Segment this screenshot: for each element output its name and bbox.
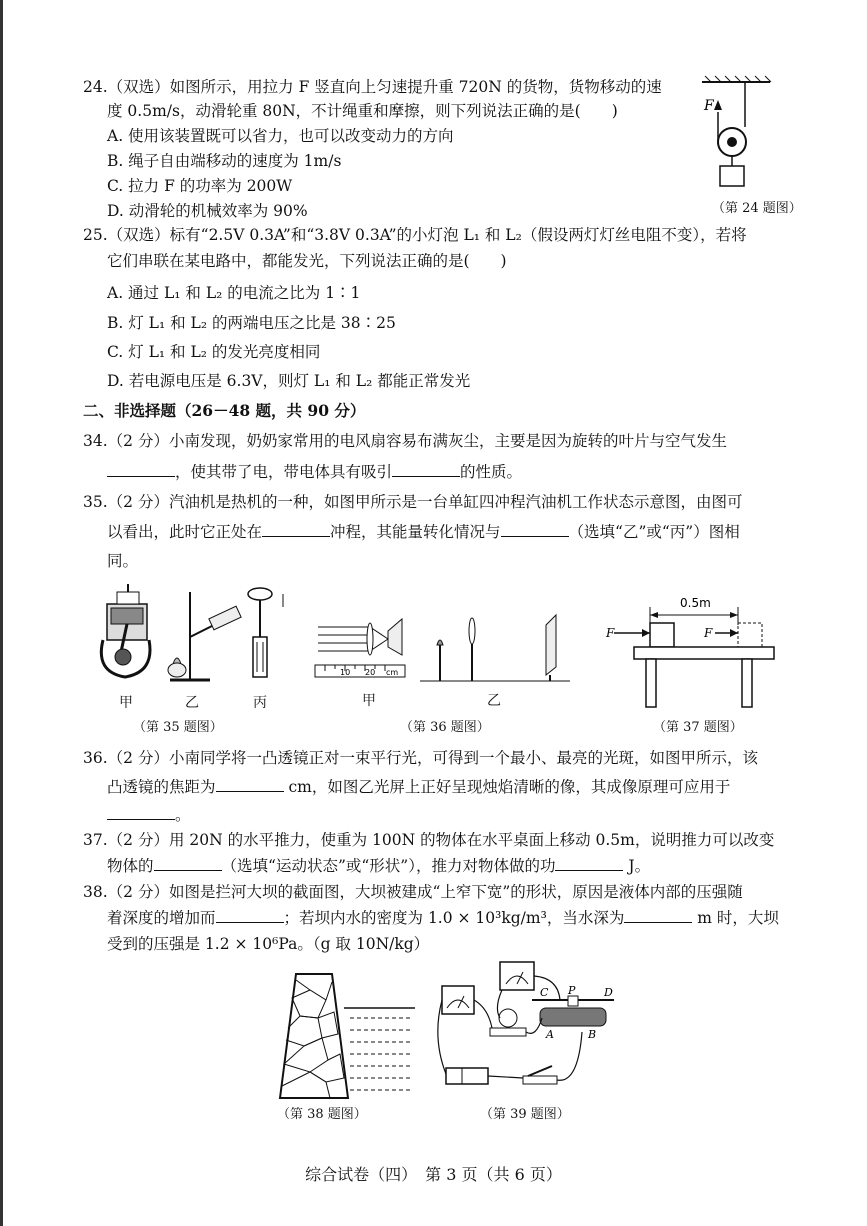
fig35-label-yi: 乙 xyxy=(185,695,199,711)
fig37-caption: （第 37 题图） xyxy=(653,720,743,735)
fig35-label-bing: 丙 xyxy=(253,695,267,711)
ruler-label-cm: cm xyxy=(386,668,399,677)
fig37-force-label-1: F xyxy=(606,626,615,640)
fig35-label-jia: 甲 xyxy=(119,695,133,711)
q34-blank-1[interactable] xyxy=(107,462,175,477)
fig24-caption: （第 24 题图） xyxy=(712,201,802,216)
fig36-label-jia: 甲 xyxy=(362,693,376,709)
q25-option-d: D. 若电源电压是 6.3V，则灯 L₁ 和 L₂ 都能正常发光 xyxy=(107,372,471,390)
ruler-label-10: 10 xyxy=(340,668,351,677)
fig35-engine-figure xyxy=(95,582,295,694)
fig39-label-d: D xyxy=(604,986,613,999)
q35-line1: 35.（2 分）汽油机是热机的一种，如图甲所示是一台单缸四冲程汽油机工作状态示意图，由图可 xyxy=(83,493,743,511)
fig38-dam-figure xyxy=(270,968,420,1103)
q25-line2: 它们串联在某电路中，都能发光，下列说法正确的是( ) xyxy=(107,252,507,270)
fig39-caption: （第 39 题图） xyxy=(480,1107,570,1122)
q25-option-b: B. 灯 L₁ 和 L₂ 的两端电压之比是 38∶25 xyxy=(107,314,396,332)
fig38-caption: （第 38 题图） xyxy=(277,1107,367,1122)
q35-line2: 以看出，此时它正处在 冲程，其能量转化情况与 （选填“乙”或“丙”）图相 xyxy=(107,523,740,541)
ruler-label-20: 20 xyxy=(365,668,376,677)
fig35-caption: （第 35 题图） xyxy=(133,720,223,735)
q36-line1: 36.（2 分）小南同学将一凸透镜正对一束平行光，可得到一个最小、最亮的光斑，如图甲所示，该 xyxy=(83,749,758,767)
q38-line1: 38.（2 分）如图是拦河大坝的截面图，大坝被建成“上窄下宽”的形状，原因是液体内部的压强随 xyxy=(83,883,743,901)
fig39-circuit-figure xyxy=(428,958,623,1103)
fig39-label-c: C xyxy=(540,986,549,999)
q25-option-a: A. 通过 L₁ 和 L₂ 的电流之比为 1∶1 xyxy=(107,284,361,302)
q36-blank-2[interactable] xyxy=(107,805,175,820)
fig39-label-p: P xyxy=(568,984,576,997)
q37-blank-1[interactable] xyxy=(154,856,222,871)
fig39-label-a: A xyxy=(546,1028,554,1041)
section-heading: 二、非选择题（26－48 题，共 90 分） xyxy=(83,401,366,420)
q34-blank-2[interactable] xyxy=(392,462,460,477)
q37-blank-2[interactable] xyxy=(555,856,623,871)
q38-line3: 受到的压强是 1.2 × 10⁶Pa。（g 取 10N/kg） xyxy=(107,935,430,953)
q34-line1: 34.（2 分）小南发现，奶奶家常用的电风扇容易布满灰尘，主要是因为旋转的叶片与空气发生 xyxy=(83,432,727,450)
q24-option-d: D. 动滑轮的机械效率为 90% xyxy=(107,202,308,220)
q24-option-c: C. 拉力 F 的功率为 200W xyxy=(107,177,293,195)
q24-line2: 度 0.5m/s，动滑轮重 80N，不计绳重和摩擦，则下列说法正确的是( ) xyxy=(107,102,618,120)
q35-blank-1[interactable] xyxy=(262,522,330,537)
q37-line1: 37.（2 分）用 20N 的水平推力，使重为 100N 的物体在水平桌面上移动 0.5m，说明推力可以改变 xyxy=(83,831,775,849)
q24-option-a: A. 使用该装置既可以省力，也可以改变动力的方向 xyxy=(107,127,454,145)
q38-line2: 着深度的增加而 ；若坝内水的密度为 1.0 × 10³kg/m³，当水深为 m 时，大坝 xyxy=(107,909,779,927)
fig36-lens-figure xyxy=(310,595,580,690)
fig36-caption: （第 36 题图） xyxy=(400,720,490,735)
pulley-force-label: F xyxy=(704,98,714,114)
q37-line2: 物体的 （选填“运动状态”或“形状”），推力对物体做的功 J。 xyxy=(107,857,651,875)
q25-line1: 25.（双选）标有“2.5V 0.3A”和“3.8V 0.3A”的小灯泡 L₁ 和 L₂（假设两灯灯丝电阻不变），若将 xyxy=(83,226,747,244)
q34-line2: ，使其带了电，带电体具有吸引 的性质。 xyxy=(107,462,522,482)
q36-line3: 。 xyxy=(107,805,191,825)
q35-line3: 同。 xyxy=(107,552,139,570)
q25-option-c: C. 灯 L₁ 和 L₂ 的发光亮度相同 xyxy=(107,343,321,361)
page-edge xyxy=(0,0,3,1226)
q24-line1: 24.（双选）如图所示，用拉力 F 竖直向上匀速提升重 720N 的货物，货物移动的速 xyxy=(83,78,662,96)
page-footer: 综合试卷（四） 第 3 页（共 6 页） xyxy=(305,1165,562,1184)
q24-option-b: B. 绳子自由端移动的速度为 1m/s xyxy=(107,152,342,170)
fig37-table-figure xyxy=(600,595,780,710)
q38-blank-2[interactable] xyxy=(624,908,692,923)
fig37-distance-label: 0.5m xyxy=(680,596,711,610)
fig39-label-b: B xyxy=(588,1028,597,1041)
q36-line2: 凸透镜的焦距为 cm，如图乙光屏上正好呈现烛焰清晰的像，其成像原理可应用于 xyxy=(107,778,731,796)
q38-blank-1[interactable] xyxy=(216,908,284,923)
q36-blank-1[interactable] xyxy=(216,777,284,792)
fig37-force-label-2: F xyxy=(704,626,713,640)
q35-blank-2[interactable] xyxy=(501,522,569,537)
pulley-figure xyxy=(690,72,790,197)
fig36-label-yi: 乙 xyxy=(487,693,501,709)
